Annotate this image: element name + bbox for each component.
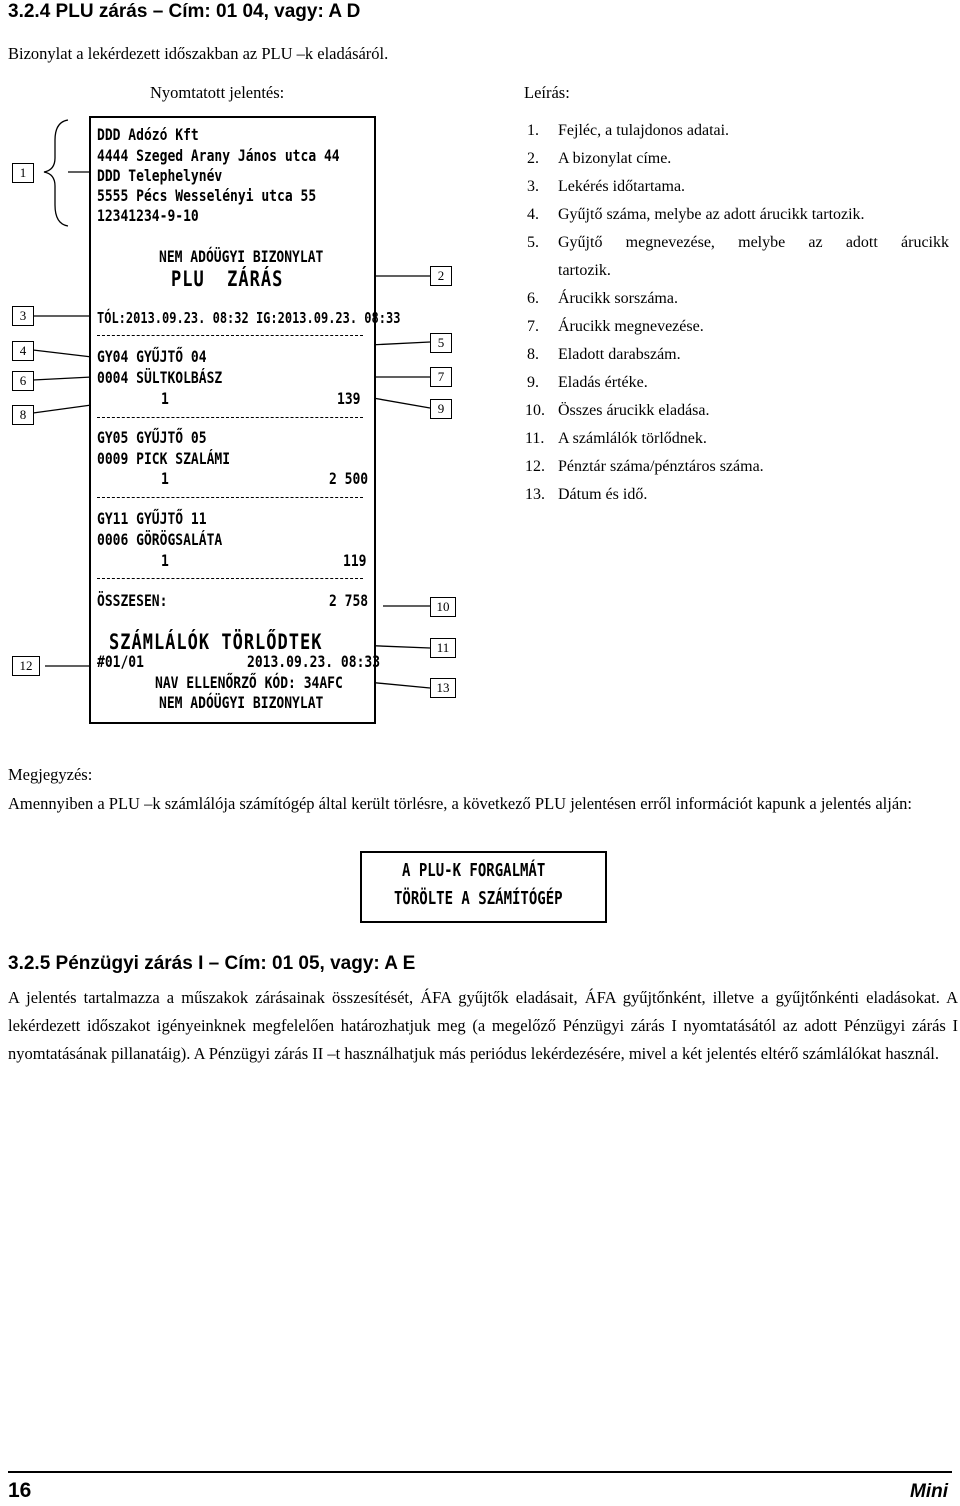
receipt-group: GY11 GYŰJTŐ 11 — [97, 510, 207, 529]
receipt-divider — [97, 497, 363, 498]
marker-1: 1 — [12, 163, 34, 183]
marker-13: 13 — [430, 678, 456, 698]
section-title: 3.2.4 PLU zárás – Cím: 01 04, vagy: A D — [8, 1, 361, 22]
desc-text: Árucikk sorszáma. — [558, 290, 678, 307]
marker-6: 6 — [12, 371, 34, 391]
desc-number: 13. — [525, 486, 545, 503]
receipt-header-line: 4444 Szeged Arany János utca 44 — [97, 147, 340, 166]
receipt-footer-type: NEM ADÓÜGYI BIZONYLAT — [159, 694, 324, 713]
desc-number: 2. — [527, 150, 539, 167]
receipt-item: 0006 GÖRÖGSALÁTA — [97, 531, 223, 550]
receipt-header-line: 12341234-9-10 — [97, 207, 199, 226]
desc-text: Pénztár száma/pénztáros száma. — [558, 458, 764, 475]
desc-text: Összes árucikk eladása. — [558, 402, 710, 419]
receipt-qty: 1 — [161, 390, 169, 409]
receipt-item: 0004 SÜLTKOLBÁSZ — [97, 369, 223, 388]
marker-2: 2 — [430, 266, 452, 286]
desc-text: A számlálók törlődnek. — [558, 430, 707, 447]
section-subtitle: Bizonylat a lekérdezett időszakban az PLU –k eladásáról. — [8, 44, 389, 63]
description-label: Leírás: — [524, 83, 570, 102]
desc-text: Fejléc, a tulajdonos adatai. — [558, 122, 730, 139]
marker-4: 4 — [12, 341, 34, 361]
receipt-item: 0009 PICK SZALÁMI — [97, 450, 231, 469]
page-number: 16 — [8, 1479, 32, 1502]
desc-number: 1. — [527, 122, 539, 139]
receipt-total-label: ÖSSZESEN: — [97, 592, 168, 611]
receipt-divider — [97, 417, 363, 418]
receipt-group: GY04 GYŰJTŐ 04 — [97, 348, 207, 367]
desc-text: Árucikk megnevezése. — [558, 318, 704, 335]
note-receipt-box — [360, 851, 607, 923]
receipt-amount: 119 — [343, 552, 367, 571]
receipt-group: GY05 GYŰJTŐ 05 — [97, 429, 207, 448]
marker-12: 12 — [12, 656, 40, 676]
desc-number: 5. — [527, 234, 539, 251]
desc-text: tartozik. — [558, 262, 611, 279]
desc-number: 9. — [527, 374, 539, 391]
footer-label: Mini — [910, 1481, 948, 1502]
desc-number: 12. — [525, 458, 545, 475]
receipt-period: TÓL:2013.09.23. 08:32 IG:2013.09.23. 08:33 — [97, 309, 401, 327]
receipt-nav-code: NAV ELLENŐRZŐ KÓD: 34AFC — [155, 674, 343, 693]
receipt-doc-type: NEM ADÓÜGYI BIZONYLAT — [159, 248, 324, 267]
desc-number: 3. — [527, 178, 539, 195]
marker-5: 5 — [430, 333, 452, 353]
printed-report-label: Nyomtatott jelentés: — [150, 83, 285, 102]
receipt-register: #01/01 — [97, 653, 144, 672]
section2-text: A jelentés tartalmazza a műszakok zárásainak összesítését, ÁFA gyűjtők eladásait, ÁFA gyűjtőnként, illetve a gyűjtőnkénti eladásokat. A lekérdezett időszakot igényeinknek megfelelően határozhatjuk meg (a megelőző Pénzügyi zárás I nyomtatásától az adott Pénzügyi zárás I nyomtatásának pillanatáig). A Pénzügyi zárás II –t használhatjuk más periódus lekérdezésére, mivel a két jelentés eltérő számlálókat használ. — [8, 988, 958, 1063]
footer-rule — [8, 1471, 952, 1473]
note-text: Amennyiben a PLU –k számlálója számítógép által került törlésre, a következő PLU jelentésen erről információt kapunk a jelentés alján: — [8, 794, 912, 813]
receipt-counters-cleared: SZÁMLÁLÓK TÖRLŐDTEK — [109, 630, 323, 655]
marker-7: 7 — [430, 367, 452, 387]
desc-text: Lekérés időtartama. — [558, 178, 686, 195]
receipt-divider — [97, 578, 363, 579]
receipt-qty: 1 — [161, 552, 169, 571]
receipt-amount: 139 — [337, 390, 361, 409]
desc-number: 10. — [525, 402, 545, 419]
desc-text: A bizonylat címe. — [558, 150, 672, 167]
receipt-datetime: 2013.09.23. 08:33 — [247, 653, 381, 672]
note-box-line: TÖRÖLTE A SZÁMÍTÓGÉP — [394, 889, 563, 909]
receipt-amount: 2 500 — [329, 470, 369, 489]
desc-text: Eladás értéke. — [558, 374, 648, 391]
printed-receipt — [89, 116, 401, 724]
desc-text: Eladott darabszám. — [558, 346, 681, 363]
desc-number: 7. — [527, 318, 539, 335]
marker-10: 10 — [430, 597, 456, 617]
receipt-divider — [97, 335, 363, 336]
receipt-total-value: 2 758 — [329, 592, 369, 611]
marker-11: 11 — [430, 638, 456, 658]
receipt-header-line: DDD Adózó Kft — [97, 126, 199, 145]
receipt-doc-title: PLU ZÁRÁS — [171, 267, 284, 292]
desc-number: 8. — [527, 346, 539, 363]
marker-8: 8 — [12, 405, 34, 425]
desc-text: Dátum és idő. — [558, 486, 648, 503]
note-box-line: A PLU-K FORGALMÁT — [402, 861, 546, 881]
receipt-header-line: DDD Telephelynév — [97, 167, 223, 186]
marker-9: 9 — [430, 399, 452, 419]
desc-number: 11. — [525, 430, 545, 447]
receipt-header-line: 5555 Pécs Wesselényi utca 55 — [97, 187, 317, 206]
receipt-qty: 1 — [161, 470, 169, 489]
desc-number: 4. — [527, 206, 539, 223]
section2-title: 3.2.5 Pénzügyi zárás I – Cím: 01 05, vagy: A E — [8, 953, 416, 974]
desc-number: 6. — [527, 290, 539, 307]
marker-3: 3 — [12, 306, 34, 326]
desc-text: Gyűjtő száma, melybe az adott árucikk tartozik. — [558, 206, 865, 223]
note-label: Megjegyzés: — [8, 765, 93, 784]
desc-text: Gyűjtő megnevezése, melybe az adott árucikk — [558, 234, 949, 251]
